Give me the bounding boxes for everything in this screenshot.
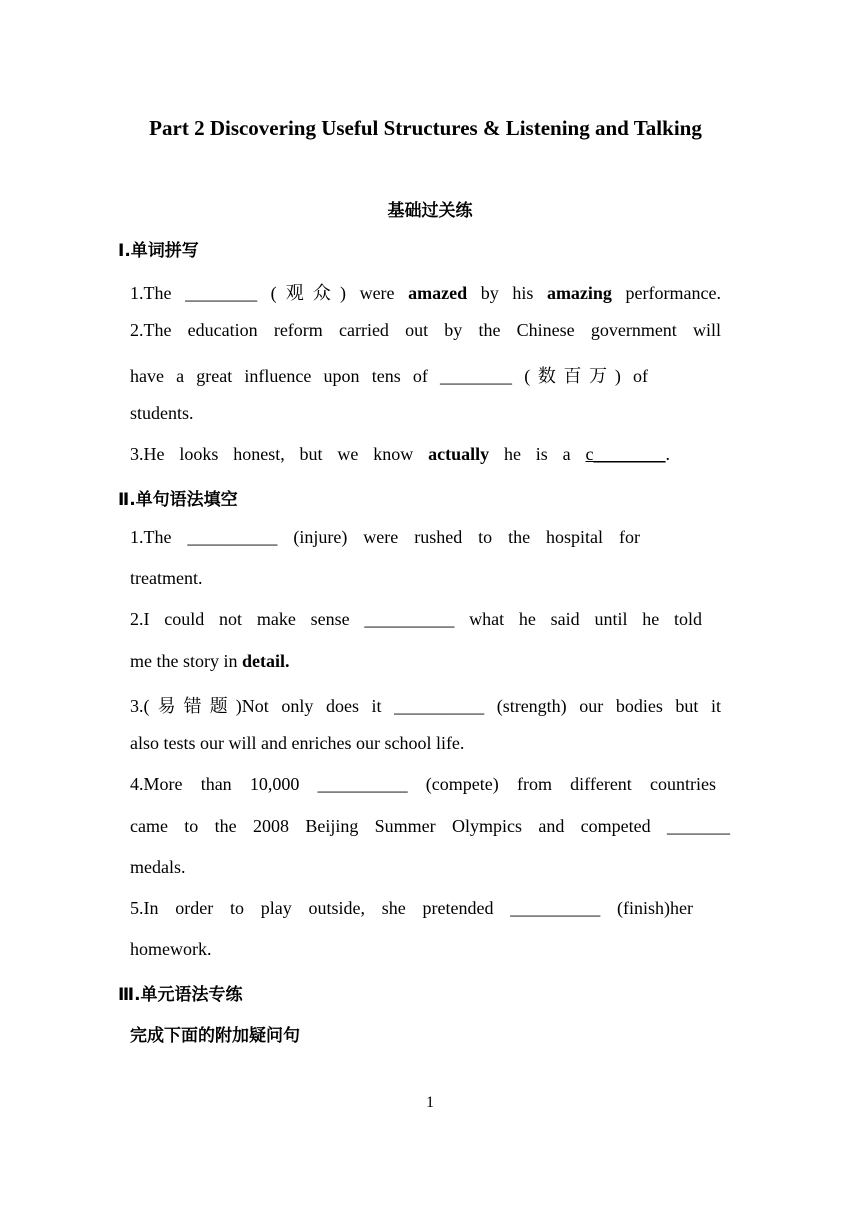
s2-question-5-line1: 5.In order to play outside, she pretended __________ (finish)her (130, 898, 693, 918)
section2-heading: Ⅱ.单句语法填空 (118, 490, 238, 510)
s1-question-3: 3.He looks honest, but we know actually he is a c________. (130, 444, 671, 464)
s2-question-4-line1: 4.More than 10,000 __________ (compete) from different countries (130, 774, 716, 794)
s2-question-4-line2: came to the 2008 Beijing Summer Olympics and competed _______ (130, 816, 730, 836)
s2-question-1-line1: 1.The __________ (injure) were rushed to the hospital for (130, 527, 640, 547)
page-title: Part 2 Discovering Useful Structures & Listening and Talking (149, 116, 702, 140)
s2-question-4-line3: medals. (130, 857, 186, 877)
s2-question-3-line1: 3.(易错题)Not only does it __________ (strength) our bodies but it (130, 696, 721, 716)
s1-question-2-line2: have a great influence upon tens of ________ (数百万) of (130, 366, 648, 386)
section3-heading: Ⅲ.单元语法专练 (118, 985, 243, 1005)
section1-heading: Ⅰ.单词拼写 (118, 241, 199, 261)
s2-question-3-line2: also tests our will and enriches our school life. (130, 733, 465, 753)
s1-question-1: 1.The ________ (观众) were amazed by his amazing performance. (130, 283, 721, 303)
page-number: 1 (426, 1094, 434, 1111)
page-subtitle: 基础过关练 (387, 201, 473, 221)
section3-instruction: 完成下面的附加疑问句 (130, 1026, 300, 1046)
s1-question-2-line1: 2.The education reform carried out by the Chinese government will (130, 320, 721, 340)
s2-question-5-line2: homework. (130, 939, 212, 959)
s2-question-2-line2: me the story in detail. (130, 651, 290, 671)
s2-question-2-line1: 2.I could not make sense __________ what he said until he told (130, 609, 702, 629)
s2-question-1-line2: treatment. (130, 568, 203, 588)
s1-question-2-line3: students. (130, 403, 194, 423)
